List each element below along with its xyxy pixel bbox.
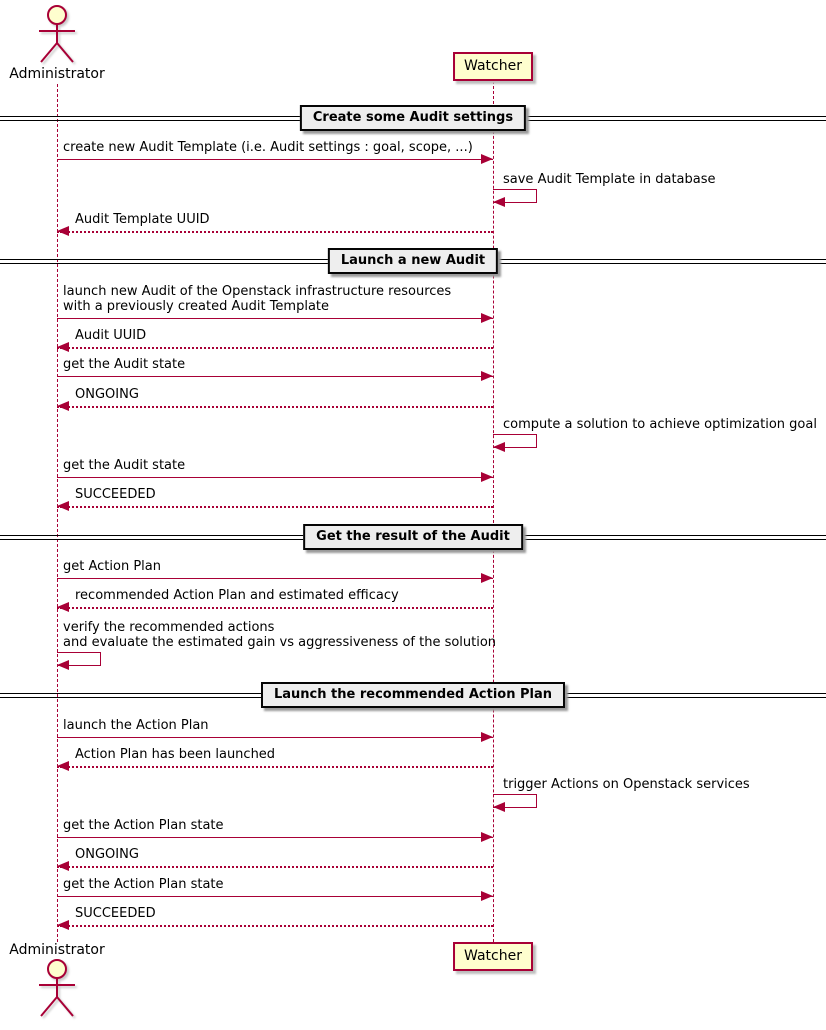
message-line — [57, 318, 493, 319]
section-divider-label: Create some Audit settings — [312, 110, 514, 125]
arrowhead-icon — [493, 197, 505, 207]
message-label — [63, 357, 185, 372]
message-line — [57, 896, 493, 897]
arrowhead-icon — [481, 154, 493, 164]
message-label-line: launch the Action Plan — [63, 718, 209, 733]
message-line — [57, 159, 493, 160]
message-label-line: recommended Action Plan and estimated efficacy — [75, 588, 399, 603]
message-line — [57, 506, 493, 508]
message-label — [63, 620, 496, 650]
message-label-line: get the Action Plan state — [63, 818, 224, 833]
message-label-line: save Audit Template in database — [503, 172, 716, 187]
administrator-lifeline — [57, 84, 58, 942]
message-label-line: and evaluate the estimated gain vs aggressiveness of the solution — [63, 635, 497, 650]
administrator-label-top: Administrator — [9, 66, 105, 82]
message-label-line: create new Audit Template (i.e. Audit settings : goal, scope, ...) — [63, 140, 473, 155]
arrowhead-icon — [493, 442, 505, 452]
message-label — [75, 212, 210, 227]
message-label-line: ONGOING — [75, 847, 139, 862]
message-label-line: Audit UUID — [75, 328, 147, 343]
watcher-label-bottom: Watcher — [464, 948, 522, 964]
message-label — [63, 140, 473, 155]
message-label-line: SUCCEEDED — [75, 906, 156, 921]
arrowhead-icon — [493, 802, 505, 812]
watcher-participant-bottom — [453, 942, 533, 971]
message-label — [63, 718, 209, 733]
arrowhead-icon — [57, 761, 69, 771]
message-label — [503, 777, 750, 792]
message-label — [63, 284, 451, 314]
arrowhead-icon — [57, 226, 69, 236]
section-divider — [328, 248, 498, 274]
message-label-line: SUCCEEDED — [75, 487, 156, 502]
arrowhead-icon — [57, 342, 69, 352]
message-label-line: ONGOING — [75, 387, 139, 402]
section-divider — [300, 105, 526, 131]
message-label-line: get Action Plan — [63, 559, 161, 574]
message-label — [63, 877, 224, 892]
section-divider-label: Launch the recommended Action Plan — [273, 687, 553, 702]
message-label — [63, 559, 161, 574]
message-line — [57, 925, 493, 927]
watcher-lifeline — [493, 81, 494, 942]
watcher-participant-top — [453, 52, 533, 81]
message-label — [503, 417, 817, 432]
message-label-line: trigger Actions on Openstack services — [503, 777, 750, 792]
message-line — [57, 866, 493, 868]
message-line — [57, 766, 493, 768]
message-label — [63, 458, 185, 473]
message-label-line: get the Audit state — [63, 458, 186, 473]
arrowhead-icon — [57, 401, 69, 411]
message-line — [57, 347, 493, 349]
message-label — [63, 818, 224, 833]
section-divider — [261, 682, 565, 708]
section-divider — [303, 524, 523, 550]
arrowhead-icon — [481, 472, 493, 482]
message-label — [75, 847, 139, 862]
arrowhead-icon — [57, 920, 69, 930]
message-line — [57, 578, 493, 579]
message-label-line: Audit Template UUID — [75, 212, 210, 227]
message-line — [57, 737, 493, 738]
message-label-line: launch new Audit of the Openstack infrastructure resources — [63, 284, 452, 299]
message-line — [57, 376, 493, 377]
arrowhead-icon — [57, 501, 69, 511]
message-line — [57, 477, 493, 478]
arrowhead-icon — [481, 313, 493, 323]
message-label-line: verify the recommended actions — [63, 620, 275, 635]
message-label — [503, 172, 716, 187]
watcher-label-top: Watcher — [464, 58, 522, 74]
message-label — [75, 906, 156, 921]
arrowhead-icon — [57, 660, 69, 670]
message-label-line: get the Audit state — [63, 357, 186, 372]
arrowhead-icon — [57, 602, 69, 612]
arrowhead-icon — [481, 371, 493, 381]
message-label — [75, 747, 275, 762]
administrator-label-bottom: Administrator — [9, 942, 105, 958]
message-line — [57, 837, 493, 838]
arrowhead-icon — [481, 832, 493, 842]
administrator-actor-icon-bottom — [29, 958, 85, 1020]
message-label — [75, 487, 156, 502]
arrowhead-icon — [481, 732, 493, 742]
message-line — [57, 607, 493, 609]
administrator-actor-icon — [29, 4, 85, 66]
message-label — [75, 588, 399, 603]
message-label-line: get the Action Plan state — [63, 877, 224, 892]
message-line — [57, 406, 493, 408]
arrowhead-icon — [481, 573, 493, 583]
message-label — [75, 328, 146, 343]
section-divider-label: Get the result of the Audit — [316, 529, 510, 544]
arrowhead-icon — [57, 861, 69, 871]
message-label — [75, 387, 139, 402]
message-label-line: Action Plan has been launched — [75, 747, 276, 762]
message-label-line: compute a solution to achieve optimization goal — [503, 417, 817, 432]
message-label-line: with a previously created Audit Template — [63, 299, 330, 314]
arrowhead-icon — [481, 891, 493, 901]
section-divider-label: Launch a new Audit — [340, 253, 486, 268]
message-line — [57, 231, 493, 233]
